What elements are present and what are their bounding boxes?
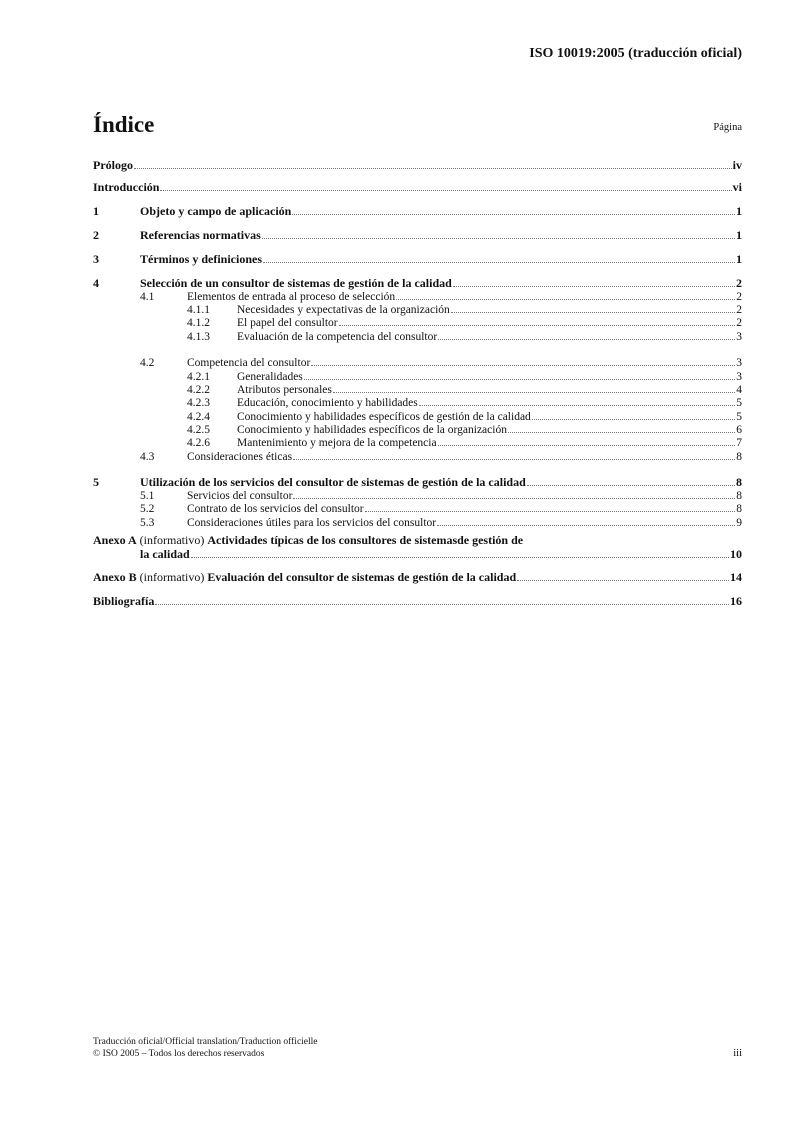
toc-page: 7 xyxy=(736,437,742,449)
toc-title: Mantenimiento y mejora de la competencia xyxy=(237,437,437,449)
toc-page: 1 xyxy=(736,252,742,266)
toc-title: Introducción xyxy=(93,180,160,194)
toc-entry-5-3[interactable] xyxy=(140,516,742,530)
toc-page: 8 xyxy=(736,475,742,489)
leader-dots xyxy=(508,432,735,433)
leader-dots xyxy=(339,325,736,326)
toc-page: 10 xyxy=(730,547,742,561)
toc-number: Anexo B xyxy=(93,570,137,584)
toc-title: Actividades típicas de los consultores de sistemasde gestión de xyxy=(207,533,524,547)
toc-entry-5-2[interactable] xyxy=(140,502,742,516)
leader-dots xyxy=(438,445,736,446)
toc-title: Prólogo xyxy=(93,158,133,172)
toc-page: 3 xyxy=(736,371,742,383)
toc-title: Contrato de los servicios del consultor xyxy=(187,503,364,515)
toc-title: Bibliografía xyxy=(93,594,155,608)
toc-page: 2 xyxy=(736,317,742,329)
toc-title: Objeto y campo de aplicación xyxy=(140,204,292,218)
toc-title: Utilización de los servicios del consultor de sistemas de gestión de la calidad xyxy=(140,475,526,489)
toc-title: Competencia del consultor xyxy=(187,357,311,369)
page-column-label: Página xyxy=(713,122,742,133)
toc-entry-4-2-4[interactable] xyxy=(187,410,742,424)
toc-page: 1 xyxy=(736,204,742,218)
toc-title: Educación, conocimiento y habilidades xyxy=(237,397,418,409)
toc-title: Servicios del consultor xyxy=(187,490,293,502)
toc-title: Evaluación de la competencia del consultor xyxy=(237,331,438,343)
leader-dots xyxy=(304,379,735,380)
toc-number: 4.1.1 xyxy=(187,304,210,316)
toc-number: 5 xyxy=(93,475,99,489)
toc-number: 2 xyxy=(93,228,99,242)
toc-number: 4.2.4 xyxy=(187,411,210,423)
document-header: ISO 10019:2005 (traducción oficial) xyxy=(529,46,742,61)
leader-dots xyxy=(311,365,735,366)
toc-entry-4-1-1[interactable] xyxy=(187,303,742,317)
toc-title: Consideraciones útiles para los servicios del consultor xyxy=(187,517,437,529)
toc-page: 2 xyxy=(736,304,742,316)
toc-title: Términos y definiciones xyxy=(140,252,262,266)
leader-dots xyxy=(292,214,735,215)
leader-dots xyxy=(438,339,735,340)
toc-page: 2 xyxy=(736,291,742,303)
toc-page: vi xyxy=(732,180,742,194)
toc-entry-3[interactable] xyxy=(93,252,742,266)
toc-entry-4-2-2[interactable] xyxy=(187,383,742,397)
toc-number: 4.2.2 xyxy=(187,384,210,396)
toc-page: 14 xyxy=(730,570,742,584)
toc-entry-4-2-3[interactable] xyxy=(187,396,742,410)
toc-page: 8 xyxy=(736,503,742,515)
toc-entry-prologo[interactable] xyxy=(93,158,742,172)
toc-page: iv xyxy=(732,158,742,172)
leader-dots xyxy=(437,525,735,526)
leader-dots xyxy=(517,580,729,581)
leader-dots xyxy=(134,168,732,169)
footer-translation-note: Traducción oficial/Official translation/Traduction officielle xyxy=(93,1037,318,1047)
toc-page: 3 xyxy=(736,357,742,369)
leader-dots xyxy=(365,511,736,512)
toc-entry-4-1-2[interactable] xyxy=(187,316,742,330)
toc-number: 5.1 xyxy=(140,490,155,502)
annex-type: (informativo) xyxy=(139,570,205,584)
leader-dots xyxy=(419,405,736,406)
toc-number: 4.1 xyxy=(140,291,155,303)
leader-dots xyxy=(532,419,735,420)
toc-entry-4-2-5[interactable] xyxy=(187,423,742,437)
toc-number: 4.2.6 xyxy=(187,437,210,449)
toc-title: Referencias normativas xyxy=(140,228,261,242)
leader-dots xyxy=(396,299,735,300)
toc-title: Evaluación del consultor de sistemas de gestión de la calidad xyxy=(207,570,517,584)
leader-dots xyxy=(262,238,735,239)
toc-number: 1 xyxy=(93,204,99,218)
toc-title: El papel del consultor xyxy=(237,317,338,329)
toc-entry-4-1-3[interactable] xyxy=(187,330,742,344)
leader-dots xyxy=(333,392,735,393)
toc-number: 4.2 xyxy=(140,357,155,369)
toc-entry-4-3[interactable] xyxy=(140,450,742,464)
toc-entry-4-2[interactable] xyxy=(140,356,742,370)
leader-dots xyxy=(451,312,735,313)
toc-entry-4-1[interactable] xyxy=(140,290,742,304)
annex-type: (informativo) xyxy=(139,533,205,547)
toc-entry-5-1[interactable] xyxy=(140,489,742,503)
toc-entry-4[interactable] xyxy=(93,276,742,290)
toc-number: 4.1.2 xyxy=(187,317,210,329)
leader-dots xyxy=(263,262,735,263)
toc-page: 5 xyxy=(736,397,742,409)
leader-dots xyxy=(293,459,735,460)
toc-page: 5 xyxy=(736,411,742,423)
toc-title: Selección de un consultor de sistemas de gestión de la calidad xyxy=(140,276,452,290)
toc-number: 4.2.5 xyxy=(187,424,210,436)
toc-page: 9 xyxy=(736,517,742,529)
toc-title: Conocimiento y habilidades específicos de la organización xyxy=(237,424,507,436)
toc-number: 4.2.1 xyxy=(187,371,210,383)
toc-page: 6 xyxy=(736,424,742,436)
toc-number: 5.3 xyxy=(140,517,155,529)
toc-entry-5[interactable] xyxy=(93,475,742,489)
leader-dots xyxy=(453,286,735,287)
toc-title: Conocimiento y habilidades específicos de gestión de la calidad xyxy=(237,411,531,423)
toc-page: 8 xyxy=(736,490,742,502)
toc-title: Generalidades xyxy=(237,371,303,383)
toc-number: 4.3 xyxy=(140,451,155,463)
leader-dots xyxy=(155,604,729,605)
toc-entry-introduccion[interactable] xyxy=(93,180,742,194)
toc-page: 3 xyxy=(736,331,742,343)
toc-page: 1 xyxy=(736,228,742,242)
leader-dots xyxy=(527,485,735,486)
toc-title-continued: la calidad xyxy=(140,547,190,561)
toc-number: 4 xyxy=(93,276,99,290)
toc-number: 5.2 xyxy=(140,503,155,515)
toc-number: 4.2.3 xyxy=(187,397,210,409)
leader-dots xyxy=(191,557,729,558)
toc-page: 8 xyxy=(736,451,742,463)
toc-entry-2[interactable] xyxy=(93,228,742,242)
page-number: iii xyxy=(733,1048,742,1059)
toc-title: Necesidades y expectativas de la organización xyxy=(237,304,450,316)
toc-entry-annex-b[interactable] xyxy=(93,570,742,584)
toc-entry-4-2-1[interactable] xyxy=(187,370,742,384)
leader-dots xyxy=(160,190,731,191)
footer xyxy=(93,1036,318,1060)
toc-number: Anexo A xyxy=(93,533,137,547)
toc-number: 4.1.3 xyxy=(187,331,210,343)
toc-page: 2 xyxy=(736,276,742,290)
toc-page: 16 xyxy=(730,594,742,608)
toc-entry-1[interactable] xyxy=(93,204,742,218)
page-title: Índice xyxy=(93,112,155,137)
toc-page: 4 xyxy=(736,384,742,396)
footer-copyright: © ISO 2005 – Todos los derechos reservados xyxy=(93,1049,265,1059)
toc-title: Atributos personales xyxy=(237,384,332,396)
toc-entry-4-2-6[interactable] xyxy=(187,436,742,450)
toc-number: 3 xyxy=(93,252,99,266)
toc-entry-bibliografia[interactable] xyxy=(93,594,742,608)
toc-title: Elementos de entrada al proceso de selección xyxy=(187,291,396,303)
toc-title: Consideraciones éticas xyxy=(187,451,293,463)
leader-dots xyxy=(293,498,735,499)
